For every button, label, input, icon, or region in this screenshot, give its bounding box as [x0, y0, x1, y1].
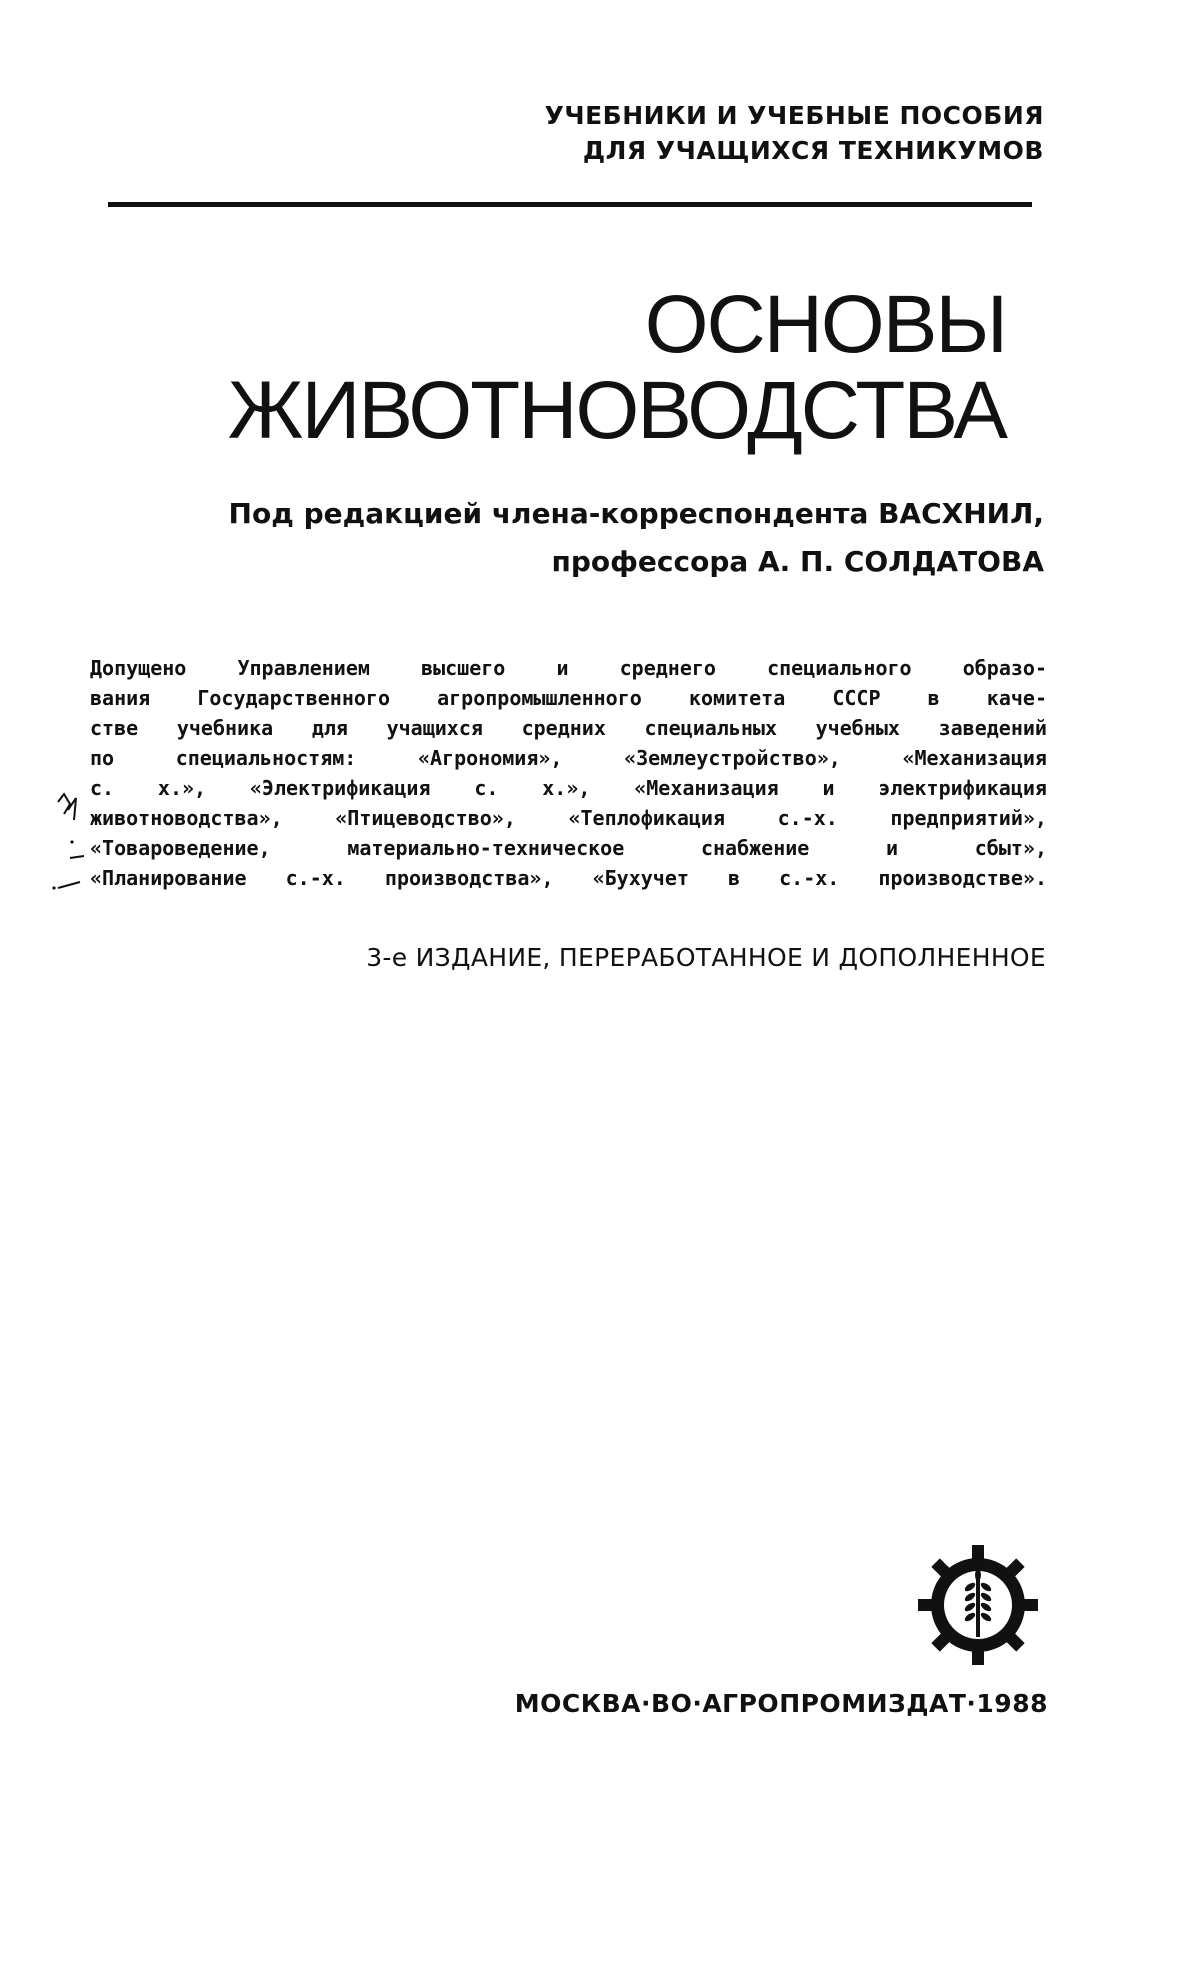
title-line-1: ОСНОВЫ [644, 279, 1006, 370]
approval-word: с. [474, 776, 499, 800]
approval-word: «Агрономия», [417, 746, 563, 770]
approval-word: специального [767, 656, 912, 680]
approval-line [90, 863, 1047, 893]
approval-word: Управлением [237, 656, 370, 680]
series-heading [545, 98, 1044, 168]
approval-word: комитета [688, 686, 786, 710]
approval-word: учащихся [386, 716, 483, 740]
approval-word: заведений [938, 716, 1047, 740]
approval-word: «Электрификация [249, 776, 431, 800]
approval-word: сбыт», [974, 836, 1047, 860]
approval-word: производстве». [878, 866, 1047, 890]
approval-word: и [556, 656, 569, 680]
approval-word: Государственного [197, 686, 390, 710]
approval-word: высшего [421, 656, 506, 680]
approval-word: для [311, 716, 348, 740]
approval-word: животноводства», [90, 806, 283, 830]
approval-word: «Механизация [634, 776, 779, 800]
approval-word: с.-х. [777, 806, 838, 830]
approval-word: каче- [986, 686, 1047, 710]
approval-word: с. [90, 776, 115, 800]
approval-word: «Землеустройство», [624, 746, 841, 770]
approval-word: «Птицеводство», [335, 806, 516, 830]
series-line-1: УЧЕБНИКИ И УЧЕБНЫЕ ПОСОБИЯ [544, 101, 1044, 130]
approval-line [90, 803, 1047, 833]
editor-credit [229, 490, 1044, 586]
approval-word: электрификация [878, 776, 1047, 800]
approval-word: «Бухучет [592, 866, 689, 890]
horizontal-rule [108, 202, 1032, 207]
title-line-2: ЖИВОТНОВОДСТВА [227, 365, 1006, 456]
approval-word: «Планирование [90, 866, 247, 890]
publisher-imprint: МОСКВА·ВО·АГРОПРОМИЗДАТ·1988 [514, 1689, 1048, 1718]
approval-word: СССР [832, 686, 881, 710]
approval-word: специальных [644, 716, 777, 740]
approval-word: х.», [542, 776, 591, 800]
approval-line [90, 683, 1047, 713]
approval-word: учебника [176, 716, 274, 740]
approval-word: Допущено [90, 656, 187, 680]
approval-word: и [822, 776, 835, 800]
approval-word: средних [521, 716, 606, 740]
approval-word: в [927, 686, 940, 710]
editor-line-1: Под редакцией члена-корреспондента ВАСХНИЛ, [228, 497, 1044, 530]
approval-statement [90, 653, 1047, 893]
approval-word: среднего [619, 656, 716, 680]
approval-word: «Механизация [902, 746, 1047, 770]
approval-line [90, 773, 1047, 803]
approval-word: производства», [384, 866, 554, 890]
approval-word: предприятий», [890, 806, 1047, 830]
approval-word: «Товароведение, [90, 836, 271, 860]
approval-line [90, 713, 1047, 743]
approval-word: «Теплофикация [568, 806, 726, 830]
approval-word: в [727, 866, 741, 890]
approval-line [90, 743, 1047, 773]
approval-word: с.-х. [779, 866, 840, 890]
approval-word: образо- [962, 656, 1047, 680]
handwritten-margin-mark [50, 780, 100, 890]
approval-word: материально-техническое [347, 836, 625, 860]
book-title [227, 279, 1006, 456]
approval-word: снабжение [700, 836, 810, 860]
approval-word: стве [90, 716, 139, 740]
approval-word: специальностям: [175, 746, 357, 770]
approval-word: учебных [815, 716, 900, 740]
approval-line [90, 833, 1047, 863]
approval-word: х.», [157, 776, 207, 800]
editor-line-2: профессора А. П. СОЛДАТОВА [551, 545, 1044, 578]
approval-line [90, 653, 1047, 683]
approval-word: с.-х. [285, 866, 346, 890]
approval-word: агропромышленного [437, 686, 642, 710]
series-line-2: ДЛЯ УЧАЩИХСЯ ТЕХНИКУМОВ [582, 136, 1044, 165]
publisher-gear-logo-icon [918, 1545, 1038, 1665]
approval-word: по [90, 746, 115, 770]
approval-word: вания [90, 686, 151, 710]
approval-word: и [886, 836, 899, 860]
edition-note: 3-е ИЗДАНИЕ, ПЕРЕРАБОТАННОЕ И ДОПОЛНЕННОЕ [366, 943, 1046, 972]
